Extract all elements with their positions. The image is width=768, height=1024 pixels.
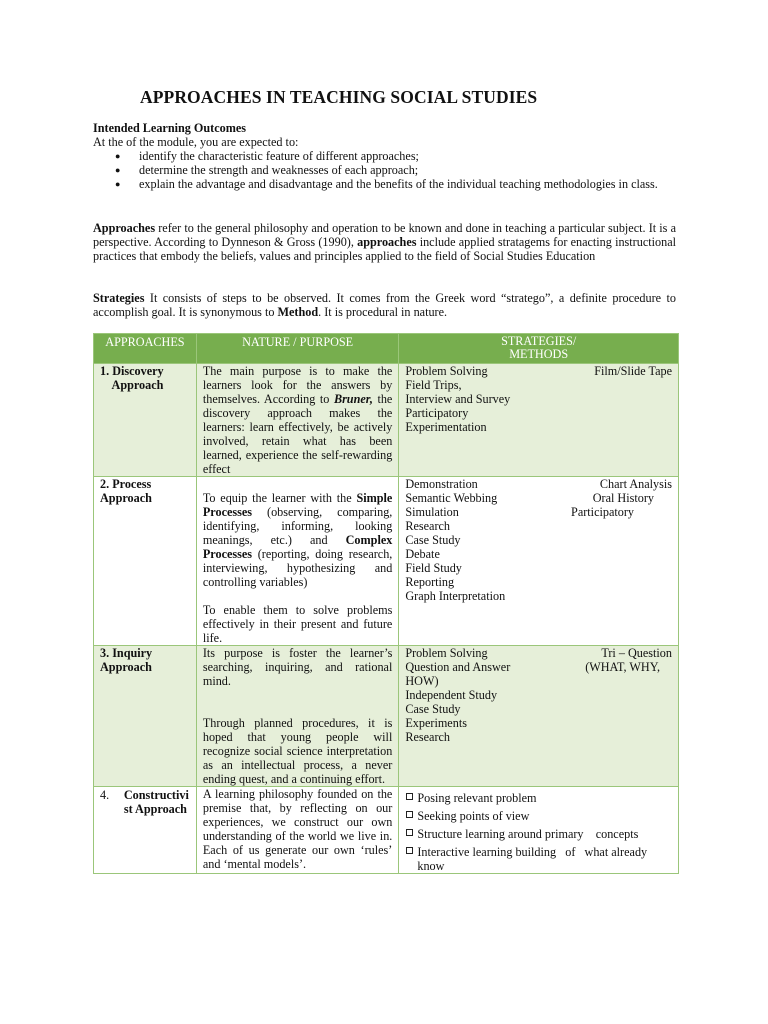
method-item: Chart Analysis: [599, 477, 672, 491]
method-item: Independent Study: [405, 688, 498, 702]
list-item: [93, 163, 676, 177]
method-item: Question and Answer: [405, 660, 511, 674]
nature-purpose-cell: [196, 477, 399, 646]
table-row: [94, 364, 679, 477]
square-bullet-icon: [406, 829, 413, 836]
strategies-term: Strategies: [93, 291, 145, 305]
list-item: [405, 791, 672, 805]
nature-purpose-cell: [196, 646, 399, 787]
method-term: Method: [277, 305, 319, 319]
strategies-cell: [399, 477, 679, 646]
table-header-row: [94, 334, 679, 364]
header-nature-purpose: NATURE / PURPOSE: [196, 334, 399, 364]
method-pair: [405, 477, 672, 491]
approach-name: 1. Discovery Approach: [94, 364, 197, 477]
paragraph-text: . It is procedural in nature.: [318, 305, 448, 319]
table-row: [94, 477, 679, 646]
strategies-list: [405, 791, 672, 873]
method-item: Research: [405, 519, 451, 533]
method-item: Case Study: [405, 702, 461, 716]
strategies-paragraph: [93, 291, 676, 319]
simple-processes-term: Simple Processes: [202, 491, 393, 519]
method-item: Problem Solving: [405, 364, 488, 378]
method-item: Oral History: [592, 491, 654, 505]
cell-text: (observing, comparing, identifying, informing, looking meanings, etc.) and: [202, 505, 393, 547]
method-item: Field Study: [405, 561, 462, 575]
approaches-term-2: approaches: [357, 235, 417, 249]
list-item: [405, 827, 672, 841]
complex-processes-term: Complex Processes: [202, 533, 393, 561]
approaches-term: Approaches: [93, 221, 156, 235]
method-item: Participatory: [405, 406, 469, 420]
method-item: (WHAT, WHY,: [585, 660, 660, 674]
method-item: Film/Slide Tape: [594, 364, 672, 378]
approaches-table: [93, 333, 679, 874]
method-item: Reporting: [405, 575, 455, 589]
list-item: [405, 845, 672, 873]
method-pair: [405, 364, 672, 378]
bullet-icon: ●: [115, 165, 121, 175]
method-item: Field Trips,: [405, 378, 462, 392]
list-item: [405, 809, 672, 823]
approach-name: 3. Inquiry Approach: [94, 646, 197, 787]
list-item-text: Structure learning around primary concepts: [417, 827, 639, 841]
table-row: [94, 646, 679, 787]
cell-text: To equip the learner with the: [202, 491, 357, 505]
learning-outcomes-section: [93, 121, 676, 191]
method-item: Demonstration: [405, 477, 478, 491]
paragraph-text: refer to the general philosophy and operation to be known and done in teaching a particular subject. It is a perspective. According to Dynneson & Gross (1990),: [93, 221, 676, 249]
method-item: Interview and Survey: [405, 392, 511, 406]
method-item: Experiments: [405, 716, 467, 730]
strategies-cell: [399, 646, 679, 787]
list-item-text: determine the strength and weaknesses of each approach;: [139, 163, 419, 177]
learning-outcomes-heading: Intended Learning Outcomes: [93, 121, 247, 135]
bullet-icon: ●: [115, 179, 121, 189]
method-pair: [405, 505, 672, 519]
list-item: [93, 149, 676, 163]
method-pair: [405, 660, 672, 674]
method-pair: [405, 491, 672, 505]
square-bullet-icon: [406, 793, 413, 800]
cell-text: Its purpose is foster the learner’s searching, inquiring, and rational mind.: [202, 646, 393, 688]
square-bullet-icon: [406, 847, 413, 854]
nature-purpose-cell: A learning philosophy founded on the premise that, by reflecting on our experiences, we construct our own understanding of the world we live in. Each of us generate our own ‘rules’ and ‘mental models’.: [196, 787, 399, 874]
header-strategies-methods: STRATEGIES/ METHODS: [399, 334, 679, 364]
method-item: Semantic Webbing: [405, 491, 498, 505]
cell-text: To enable them to solve problems effectively in their present and future life.: [202, 603, 393, 645]
square-bullet-icon: [406, 811, 413, 818]
paragraph-text: It consists of steps to be observed. It comes from the Greek word “stratego”, a definite procedure to accomplish goal. It is synonymous to: [93, 291, 676, 319]
approaches-paragraph: [93, 221, 676, 263]
method-item: Graph Interpretation: [405, 589, 506, 603]
method-item: HOW): [405, 674, 439, 688]
cell-text: the discovery approach makes the learners: learn effectively, be actively involved, retain what has been learned, experience the self-rewarding effect: [202, 392, 393, 476]
list-item-text: Seeking points of view: [417, 809, 530, 823]
list-item-text: Posing relevant problem: [417, 791, 537, 805]
table-row: [94, 787, 679, 874]
cell-text: The main purpose is to make the learners look for the answers by themselves. According to: [202, 364, 393, 406]
method-item: Research: [405, 730, 451, 744]
list-item-text: explain the advantage and disadvantage and the benefits of the individual teaching methodologies in class.: [139, 177, 658, 191]
method-item: Debate: [405, 547, 440, 561]
list-item-text: identify the characteristic feature of different approaches;: [139, 149, 419, 163]
paragraph-text: include applied stratagems for enacting instructional practices that embody the beliefs, values and principles applied to the field of Social Studies Education: [93, 235, 676, 263]
approach-name: Constructivi st Approach: [123, 788, 189, 816]
cell-text: Through planned procedures, it is hoped that young people will recognize social science interpretation as an intellectual process, a never ending quest, and a continuing effort.: [202, 716, 393, 786]
learning-outcomes-list: [93, 149, 676, 191]
page-title: APPROACHES IN TEACHING SOCIAL STUDIES: [140, 87, 538, 107]
method-item: Case Study: [405, 533, 461, 547]
cell-text: (reporting, doing research, interviewing, hypothesizing and controlling variables): [202, 547, 393, 589]
method-pair: [405, 646, 672, 660]
bullet-icon: ●: [115, 151, 121, 161]
method-item: Problem Solving: [405, 646, 488, 660]
header-approaches: APPROACHES: [94, 334, 197, 364]
method-item: Simulation: [405, 505, 459, 519]
method-item: Tri – Question: [601, 646, 672, 660]
list-item-text: Interactive learning building of what already know: [417, 845, 651, 873]
strategies-cell: [399, 787, 679, 874]
method-item: Participatory: [571, 505, 634, 519]
approach-number: 4.: [100, 788, 110, 802]
approach-name-cell: [94, 787, 197, 874]
nature-purpose-cell: [196, 364, 399, 477]
approach-name: 2. Process Approach: [94, 477, 197, 646]
method-item: Experimentation: [405, 420, 487, 434]
learning-outcomes-intro: At the of the module, you are expected to:: [93, 135, 299, 149]
list-item: [93, 177, 676, 191]
bruner-term: Bruner,: [333, 392, 373, 406]
strategies-cell: [399, 364, 679, 477]
